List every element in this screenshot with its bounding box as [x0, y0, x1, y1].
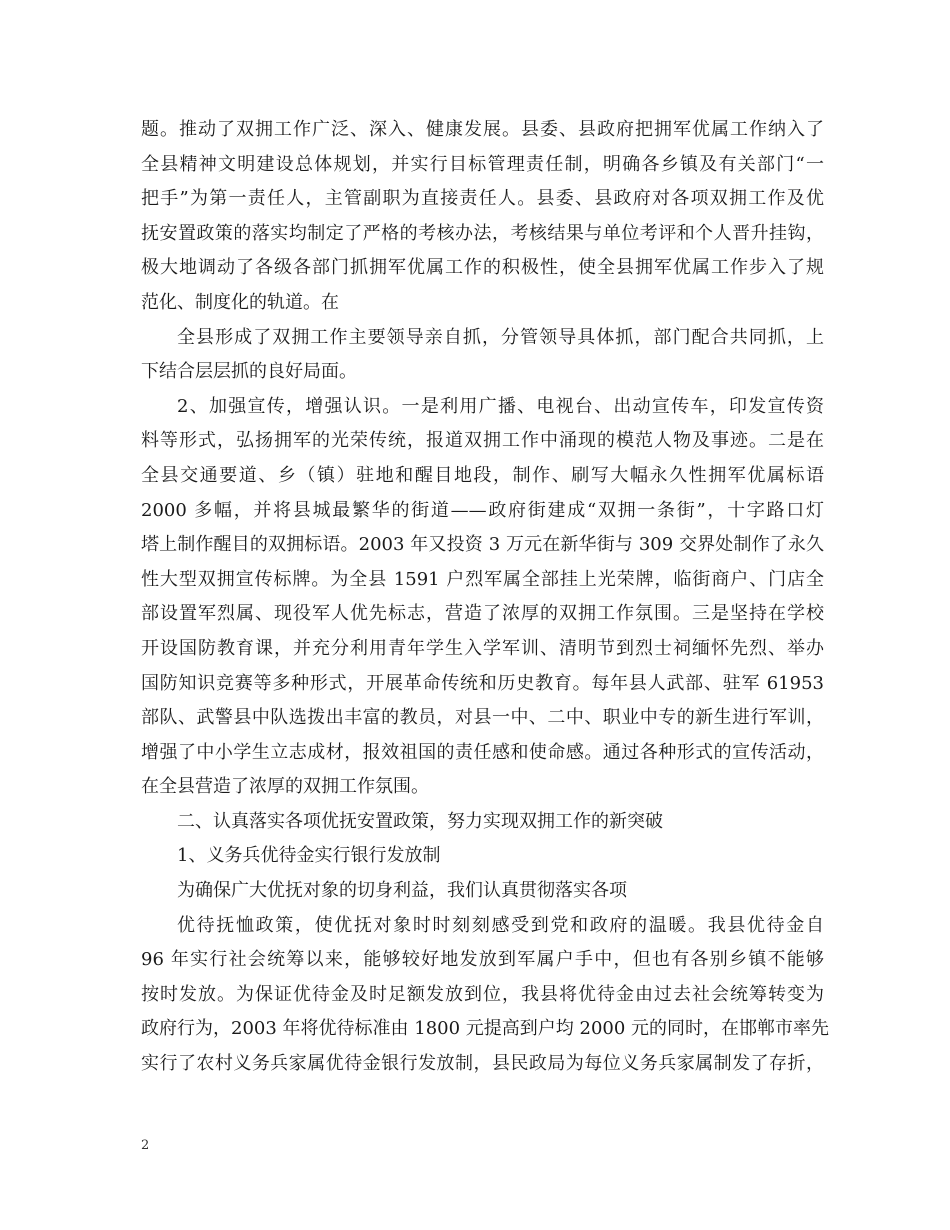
text-line: 2、加强宣传，增强认识。一是利用广播、电视台、出动宣传车，印发宣传资: [177, 395, 824, 417]
text-line: 全县交通要道、乡（镇）驻地和醒目地段，制作、刷写大幅永久性拥军优属标语: [141, 464, 824, 486]
text-line: 二、认真落实各项优抚安置政策，努力实现双拥工作的新突破: [177, 810, 663, 832]
text-line: 优待抚恤政策，使优抚对象时时刻刻感受到党和政府的温暖。我县优待金自: [177, 914, 824, 936]
text-line: 全县精神文明建设总体规划，并实行目标管理责任制，明确各乡镇及有关部门“一: [141, 153, 824, 175]
text-line: 2000 多幅，并将县城最繁华的街道——政府街建成“双拥一条街”，十字路口灯: [141, 499, 824, 521]
page-number: 2: [141, 1138, 150, 1153]
text-line: 性大型双拥宣传标牌。为全县 1591 户烈军属全部挂上光荣牌，临街商户、门店全: [141, 568, 824, 590]
text-line: 为确保广大优抚对象的切身利益，我们认真贯彻落实各项: [177, 880, 627, 902]
body-text: [141, 113, 830, 1082]
text-line: 国防知识竞赛等多种形式，开展革命传统和历史教育。每年县人武部、驻军 61953: [141, 672, 824, 694]
text-line: 题。推动了双拥工作广泛、深入、健康发展。县委、县政府把拥军优属工作纳入了: [141, 119, 824, 140]
text-line: 实行了农村义务兵家属优待金银行发放制，县民政局为每位义务兵家属制发了存折，: [141, 1053, 824, 1075]
text-line: 开设国防教育课，并充分利用青年学生入学军训、清明节到烈士祠缅怀先烈、举办: [141, 637, 824, 659]
text-line: 增强了中小学生立志成材，报效祖国的责任感和使命感。通过各种形式的宣传活动，: [141, 741, 824, 763]
text-line: 在全县营造了浓厚的双拥工作氛围。: [141, 776, 429, 798]
text-line: 政府行为，2003 年将优待标准由 1800 元提高到户均 2000 元的同时，在邯郸市率先: [141, 1018, 830, 1040]
text-line: 96 年实行社会统筹以来，能够较好地发放到军属户手中，但也有各别乡镇不能够: [141, 949, 824, 971]
text-line: 1、义务兵优待金实行银行发放制: [177, 845, 441, 867]
text-line: 塔上制作醒目的双拥标语。2003 年又投资 3 万元在新华街与 309 交界处制作了永久: [141, 534, 824, 556]
text-line: 料等形式，弘扬拥军的光荣传统，报道双拥工作中涌现的模范人物及事迹。二是在: [141, 430, 824, 452]
text-line: 部设置军烈属、现役军人优先标志，营造了浓厚的双拥工作氛围。三是坚持在学校: [141, 603, 824, 625]
text-line: 部队、武警县中队选拨出丰富的教员，对县一中、二中、职业中专的新生进行军训，: [141, 707, 824, 729]
text-line: 把手”为第一责任人，主管副职为直接责任人。县委、县政府对各项双拥工作及优: [141, 188, 824, 210]
text-line: 极大地调动了各级各部门抓拥军优属工作的积极性，使全县拥军优属工作步入了规: [141, 257, 824, 279]
text-line: 下结合层层抓的良好局面。: [141, 361, 357, 383]
text-line: 全县形成了双拥工作主要领导亲自抓，分管领导具体抓，部门配合共同抓，上: [177, 326, 824, 348]
text-line: 范化、制度化的轨道。在: [141, 291, 339, 313]
text-line: 抚安置政策的落实均制定了严格的考核办法，考核结果与单位考评和个人晋升挂钩，: [141, 222, 824, 244]
text-line: 按时发放。为保证优待金及时足额发放到位，我县将优待金由过去社会统筹转变为: [141, 983, 824, 1005]
